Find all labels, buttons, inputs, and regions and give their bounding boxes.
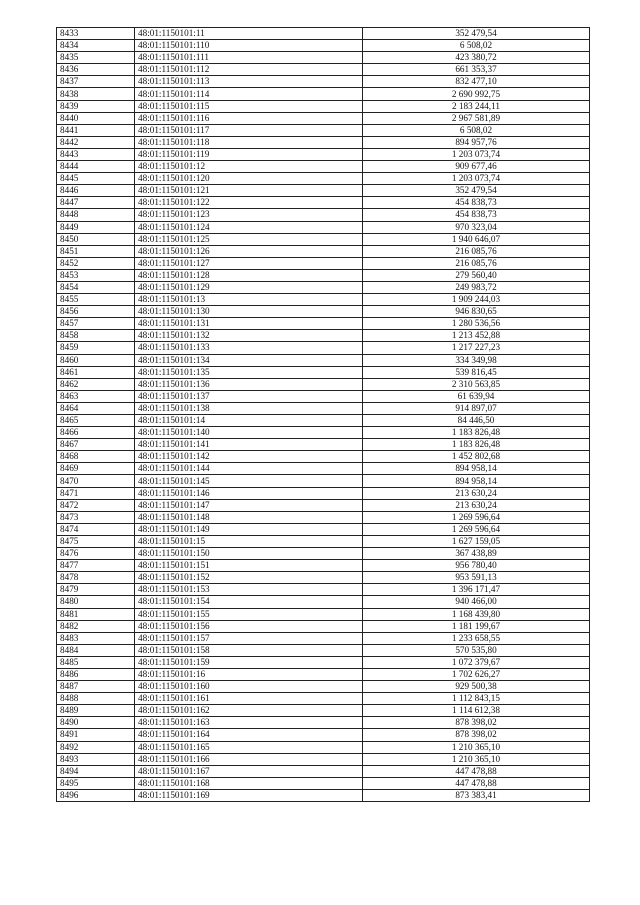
- cadastral-number: 48:01:1150101:167: [135, 765, 363, 777]
- cadastral-number: 48:01:1150101:13: [135, 294, 363, 306]
- table-row: [57, 523, 590, 535]
- cadastral-number: 48:01:1150101:130: [135, 306, 363, 318]
- row-number: 8474: [57, 523, 135, 535]
- cadastral-number: 48:01:1150101:14: [135, 415, 363, 427]
- cadastral-value: 1 183 826,48: [363, 439, 590, 451]
- cadastral-value: 447 478,88: [363, 765, 590, 777]
- cadastral-number: 48:01:1150101:134: [135, 354, 363, 366]
- cadastral-value: 1 940 646,07: [363, 233, 590, 245]
- table-row: [57, 681, 590, 693]
- row-number: 8461: [57, 366, 135, 378]
- cadastral-value: 832 477,10: [363, 76, 590, 88]
- cadastral-value: 878 398,02: [363, 717, 590, 729]
- cadastral-number: 48:01:1150101:152: [135, 572, 363, 584]
- cadastral-number: 48:01:1150101:125: [135, 233, 363, 245]
- table-row: [57, 233, 590, 245]
- row-number: 8478: [57, 572, 135, 584]
- table-row: [57, 463, 590, 475]
- cadastral-value: 454 838,73: [363, 197, 590, 209]
- table-row: [57, 596, 590, 608]
- row-number: 8434: [57, 40, 135, 52]
- row-number: 8481: [57, 608, 135, 620]
- cadastral-number: 48:01:1150101:153: [135, 584, 363, 596]
- row-number: 8437: [57, 76, 135, 88]
- table-row: [57, 608, 590, 620]
- cadastral-value: 2 183 244,11: [363, 100, 590, 112]
- row-number: 8448: [57, 209, 135, 221]
- cadastral-value: 1 203 073,74: [363, 173, 590, 185]
- cadastral-number: 48:01:1150101:157: [135, 632, 363, 644]
- cadastral-number: 48:01:1150101:145: [135, 475, 363, 487]
- cadastral-number: 48:01:1150101:124: [135, 221, 363, 233]
- cadastral-value: 213 630,24: [363, 487, 590, 499]
- row-number: 8475: [57, 535, 135, 547]
- table-row: [57, 342, 590, 354]
- row-number: 8488: [57, 693, 135, 705]
- cadastral-value: 894 958,14: [363, 475, 590, 487]
- cadastral-number: 48:01:1150101:155: [135, 608, 363, 620]
- row-number: 8465: [57, 415, 135, 427]
- row-number: 8476: [57, 548, 135, 560]
- table-row: [57, 451, 590, 463]
- cadastral-number: 48:01:1150101:114: [135, 88, 363, 100]
- table-row: [57, 112, 590, 124]
- cadastral-number: 48:01:1150101:15: [135, 535, 363, 547]
- row-number: 8489: [57, 705, 135, 717]
- row-number: 8450: [57, 233, 135, 245]
- cadastral-value: 1 452 802,68: [363, 451, 590, 463]
- table-row: [57, 148, 590, 160]
- row-number: 8445: [57, 173, 135, 185]
- cadastral-value: 1 627 159,05: [363, 535, 590, 547]
- row-number: 8459: [57, 342, 135, 354]
- row-number: 8469: [57, 463, 135, 475]
- table-row: [57, 632, 590, 644]
- table-row: [57, 88, 590, 100]
- row-number: 8454: [57, 281, 135, 293]
- cadastral-value: 1 269 596,64: [363, 523, 590, 535]
- table-row: [57, 705, 590, 717]
- row-number: 8456: [57, 306, 135, 318]
- cadastral-number: 48:01:1150101:132: [135, 330, 363, 342]
- cadastral-number: 48:01:1150101:136: [135, 378, 363, 390]
- table-row: [57, 511, 590, 523]
- table-row: [57, 402, 590, 414]
- table-row: [57, 390, 590, 402]
- row-number: 8455: [57, 294, 135, 306]
- cadastral-number: 48:01:1150101:156: [135, 620, 363, 632]
- row-number: 8471: [57, 487, 135, 499]
- table-row: [57, 245, 590, 257]
- cadastral-value: 447 478,88: [363, 777, 590, 789]
- cadastral-number: 48:01:1150101:142: [135, 451, 363, 463]
- row-number: 8472: [57, 499, 135, 511]
- row-number: 8493: [57, 753, 135, 765]
- row-number: 8440: [57, 112, 135, 124]
- table-row: [57, 560, 590, 572]
- cadastral-value: 909 677,46: [363, 161, 590, 173]
- table-row: [57, 294, 590, 306]
- row-number: 8473: [57, 511, 135, 523]
- cadastral-value: 1 213 452,88: [363, 330, 590, 342]
- cadastral-value: 970 323,04: [363, 221, 590, 233]
- cadastral-number: 48:01:1150101:149: [135, 523, 363, 535]
- row-number: 8496: [57, 789, 135, 801]
- cadastral-number: 48:01:1150101:111: [135, 52, 363, 64]
- row-number: 8435: [57, 52, 135, 64]
- table-row: [57, 644, 590, 656]
- cadastral-value: 946 830,65: [363, 306, 590, 318]
- cadastral-number: 48:01:1150101:154: [135, 596, 363, 608]
- table-row: [57, 777, 590, 789]
- cadastral-number: 48:01:1150101:162: [135, 705, 363, 717]
- row-number: 8433: [57, 28, 135, 40]
- row-number: 8483: [57, 632, 135, 644]
- cadastral-number: 48:01:1150101:144: [135, 463, 363, 475]
- row-number: 8446: [57, 185, 135, 197]
- row-number: 8464: [57, 402, 135, 414]
- row-number: 8458: [57, 330, 135, 342]
- table-row: [57, 741, 590, 753]
- cadastral-value: 61 639,94: [363, 390, 590, 402]
- cadastral-number: 48:01:1150101:112: [135, 64, 363, 76]
- row-number: 8468: [57, 451, 135, 463]
- row-number: 8480: [57, 596, 135, 608]
- row-number: 8494: [57, 765, 135, 777]
- cadastral-value: 873 383,41: [363, 789, 590, 801]
- cadastral-value: 661 353,37: [363, 64, 590, 76]
- row-number: 8442: [57, 136, 135, 148]
- cadastral-value: 6 508,02: [363, 40, 590, 52]
- row-number: 8495: [57, 777, 135, 789]
- cadastral-value: 1 396 171,47: [363, 584, 590, 596]
- table-row: [57, 124, 590, 136]
- cadastral-value: 2 310 563,85: [363, 378, 590, 390]
- cadastral-value: 953 591,13: [363, 572, 590, 584]
- row-number: 8452: [57, 257, 135, 269]
- row-number: 8487: [57, 681, 135, 693]
- row-number: 8486: [57, 668, 135, 680]
- table-row: [57, 136, 590, 148]
- cadastral-value: 940 466,00: [363, 596, 590, 608]
- cadastral-number: 48:01:1150101:137: [135, 390, 363, 402]
- cadastral-number: 48:01:1150101:169: [135, 789, 363, 801]
- cadastral-value: 1 203 073,74: [363, 148, 590, 160]
- cadastral-value: 279 560,40: [363, 269, 590, 281]
- cadastral-value: 1 114 612,38: [363, 705, 590, 717]
- table-row: [57, 257, 590, 269]
- table-row: [57, 789, 590, 801]
- row-number: 8492: [57, 741, 135, 753]
- cadastral-value: 914 897,07: [363, 402, 590, 414]
- row-number: 8482: [57, 620, 135, 632]
- cadastral-number: 48:01:1150101:147: [135, 499, 363, 511]
- cadastral-number: 48:01:1150101:159: [135, 656, 363, 668]
- table-row: [57, 765, 590, 777]
- cadastral-value: 352 479,54: [363, 28, 590, 40]
- cadastral-value: 1 909 244,03: [363, 294, 590, 306]
- table-row: [57, 427, 590, 439]
- cadastral-number: 48:01:1150101:160: [135, 681, 363, 693]
- table-row: [57, 415, 590, 427]
- table-row: [57, 354, 590, 366]
- table-row: [57, 52, 590, 64]
- cadastral-number: 48:01:1150101:131: [135, 318, 363, 330]
- cadastral-number: 48:01:1150101:16: [135, 668, 363, 680]
- cadastral-number: 48:01:1150101:120: [135, 173, 363, 185]
- cadastral-number: 48:01:1150101:123: [135, 209, 363, 221]
- cadastral-number: 48:01:1150101:110: [135, 40, 363, 52]
- row-number: 8457: [57, 318, 135, 330]
- cadastral-value: 249 983,72: [363, 281, 590, 293]
- cadastral-value: 1 210 365,10: [363, 741, 590, 753]
- table-row: [57, 548, 590, 560]
- cadastral-value: 894 957,76: [363, 136, 590, 148]
- cadastral-number: 48:01:1150101:118: [135, 136, 363, 148]
- cadastral-number: 48:01:1150101:141: [135, 439, 363, 451]
- table-row: [57, 717, 590, 729]
- row-number: 8466: [57, 427, 135, 439]
- cadastral-value: 6 508,02: [363, 124, 590, 136]
- cadastral-number: 48:01:1150101:148: [135, 511, 363, 523]
- table-row: [57, 209, 590, 221]
- cadastral-number: 48:01:1150101:127: [135, 257, 363, 269]
- table-row: [57, 330, 590, 342]
- table-row: [57, 185, 590, 197]
- cadastral-number: 48:01:1150101:121: [135, 185, 363, 197]
- cadastral-number: 48:01:1150101:115: [135, 100, 363, 112]
- cadastral-value: 216 085,76: [363, 245, 590, 257]
- cadastral-number: 48:01:1150101:126: [135, 245, 363, 257]
- row-number: 8438: [57, 88, 135, 100]
- cadastral-number: 48:01:1150101:117: [135, 124, 363, 136]
- cadastral-value: 1 112 843,15: [363, 693, 590, 705]
- cadastral-number: 48:01:1150101:140: [135, 427, 363, 439]
- cadastral-value: 1 233 658,55: [363, 632, 590, 644]
- cadastral-value: 570 535,80: [363, 644, 590, 656]
- row-number: 8467: [57, 439, 135, 451]
- cadastral-number: 48:01:1150101:168: [135, 777, 363, 789]
- cadastral-number: 48:01:1150101:151: [135, 560, 363, 572]
- table-row: [57, 487, 590, 499]
- table-row: [57, 475, 590, 487]
- table-row: [57, 439, 590, 451]
- table-row: [57, 76, 590, 88]
- table-row: [57, 572, 590, 584]
- cadastral-number: 48:01:1150101:128: [135, 269, 363, 281]
- row-number: 8470: [57, 475, 135, 487]
- cadastral-value: 929 500,38: [363, 681, 590, 693]
- cadastral-number: 48:01:1150101:158: [135, 644, 363, 656]
- cadastral-number: 48:01:1150101:133: [135, 342, 363, 354]
- table-row: [57, 173, 590, 185]
- table-row: [57, 281, 590, 293]
- cadastral-number: 48:01:1150101:138: [135, 402, 363, 414]
- cadastral-value: 352 479,54: [363, 185, 590, 197]
- cadastral-value: 84 446,50: [363, 415, 590, 427]
- table-row: [57, 668, 590, 680]
- cadastral-value: 1 210 365,10: [363, 753, 590, 765]
- row-number: 8484: [57, 644, 135, 656]
- cadastral-number: 48:01:1150101:146: [135, 487, 363, 499]
- cadastral-number: 48:01:1150101:122: [135, 197, 363, 209]
- row-number: 8477: [57, 560, 135, 572]
- cadastral-value: 1 181 199,67: [363, 620, 590, 632]
- cadastral-number: 48:01:1150101:150: [135, 548, 363, 560]
- cadastral-number: 48:01:1150101:164: [135, 729, 363, 741]
- row-number: 8441: [57, 124, 135, 136]
- table-row: [57, 197, 590, 209]
- cadastral-number: 48:01:1150101:166: [135, 753, 363, 765]
- row-number: 8479: [57, 584, 135, 596]
- table-row: [57, 378, 590, 390]
- cadastral-value: 1 702 626,27: [363, 668, 590, 680]
- table-row: [57, 318, 590, 330]
- table-row: [57, 64, 590, 76]
- table-row: [57, 693, 590, 705]
- table-row: [57, 753, 590, 765]
- row-number: 8462: [57, 378, 135, 390]
- cadastral-value: 367 438,89: [363, 548, 590, 560]
- table-body: [57, 28, 590, 802]
- row-number: 8460: [57, 354, 135, 366]
- cadastral-value: 894 958,14: [363, 463, 590, 475]
- cadastral-number: 48:01:1150101:161: [135, 693, 363, 705]
- table-row: [57, 535, 590, 547]
- row-number: 8444: [57, 161, 135, 173]
- cadastral-value: 334 349,98: [363, 354, 590, 366]
- cadastral-number: 48:01:1150101:129: [135, 281, 363, 293]
- cadastral-number: 48:01:1150101:11: [135, 28, 363, 40]
- row-number: 8490: [57, 717, 135, 729]
- table-row: [57, 40, 590, 52]
- cadastral-value: 423 380,72: [363, 52, 590, 64]
- table-row: [57, 100, 590, 112]
- row-number: 8447: [57, 197, 135, 209]
- row-number: 8453: [57, 269, 135, 281]
- cadastral-value-table: [56, 27, 590, 802]
- row-number: 8436: [57, 64, 135, 76]
- table-row: [57, 729, 590, 741]
- table-row: [57, 620, 590, 632]
- cadastral-value: 1 280 536,56: [363, 318, 590, 330]
- cadastral-value: 213 630,24: [363, 499, 590, 511]
- table-row: [57, 366, 590, 378]
- table-row: [57, 499, 590, 511]
- row-number: 8485: [57, 656, 135, 668]
- row-number: 8443: [57, 148, 135, 160]
- cadastral-value: 539 816,45: [363, 366, 590, 378]
- cadastral-number: 48:01:1150101:113: [135, 76, 363, 88]
- cadastral-value: 2 967 581,89: [363, 112, 590, 124]
- cadastral-number: 48:01:1150101:165: [135, 741, 363, 753]
- cadastral-number: 48:01:1150101:12: [135, 161, 363, 173]
- table-row: [57, 269, 590, 281]
- cadastral-value: 1 168 439,80: [363, 608, 590, 620]
- row-number: 8451: [57, 245, 135, 257]
- cadastral-value: 1 072 379,67: [363, 656, 590, 668]
- cadastral-value: 878 398,02: [363, 729, 590, 741]
- cadastral-number: 48:01:1150101:163: [135, 717, 363, 729]
- cadastral-value: 1 183 826,48: [363, 427, 590, 439]
- row-number: 8439: [57, 100, 135, 112]
- table-row: [57, 161, 590, 173]
- table-row: [57, 306, 590, 318]
- cadastral-number: 48:01:1150101:119: [135, 148, 363, 160]
- table-row: [57, 584, 590, 596]
- table-row: [57, 28, 590, 40]
- row-number: 8449: [57, 221, 135, 233]
- cadastral-value: 2 690 992,75: [363, 88, 590, 100]
- row-number: 8463: [57, 390, 135, 402]
- table-row: [57, 656, 590, 668]
- cadastral-value: 454 838,73: [363, 209, 590, 221]
- cadastral-value: 956 780,40: [363, 560, 590, 572]
- row-number: 8491: [57, 729, 135, 741]
- cadastral-value: 216 085,76: [363, 257, 590, 269]
- cadastral-number: 48:01:1150101:116: [135, 112, 363, 124]
- table-row: [57, 221, 590, 233]
- cadastral-value: 1 217 227,23: [363, 342, 590, 354]
- cadastral-number: 48:01:1150101:135: [135, 366, 363, 378]
- cadastral-value: 1 269 596,64: [363, 511, 590, 523]
